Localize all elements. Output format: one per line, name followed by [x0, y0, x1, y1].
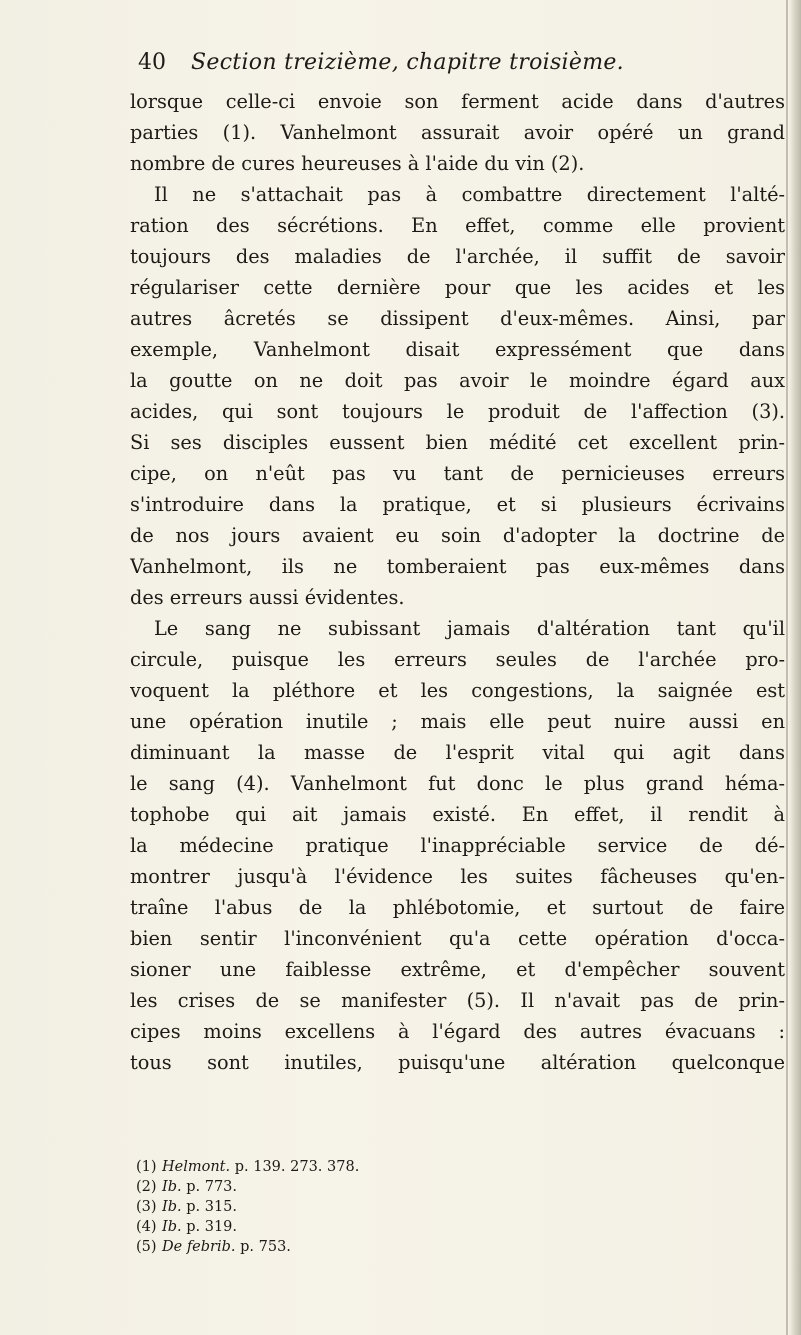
running-head	[138, 50, 624, 75]
text-line: tophobe qui ait jamais existé. En effet, il rendit à	[130, 803, 785, 826]
footnote-source: Helmont.	[162, 1159, 231, 1175]
text-line: diminuant la masse de l'esprit vital qui agit dans	[130, 741, 785, 764]
text-line: régulariser cette dernière pour que les acides et les	[130, 276, 785, 299]
text-line: autres âcretés se dissipent d'eux-mêmes. Ainsi, par	[130, 307, 785, 330]
text-line: exemple, Vanhelmont disait expressément que dans	[130, 338, 785, 361]
footnote-number: (3)	[136, 1199, 157, 1215]
text-line: lorsque celle-ci envoie son ferment acide dans d'autres	[130, 90, 785, 113]
footnote-source: Ib.	[162, 1179, 182, 1195]
text-line: une opération inutile ; mais elle peut nuire aussi en	[130, 710, 785, 733]
footnote	[136, 1217, 536, 1237]
text-line: s'introduire dans la pratique, et si plusieurs écrivains	[130, 493, 785, 516]
text-line: montrer jusqu'à l'évidence les suites fâcheuses qu'en-	[130, 865, 785, 888]
text-line: Il ne s'attachait pas à combattre directement l'alté-	[154, 183, 785, 206]
footnote-source: De febrib.	[162, 1239, 236, 1255]
text-line: toujours des maladies de l'archée, il suffit de savoir	[130, 245, 785, 268]
text-line: sioner une faiblesse extrême, et d'empêcher souvent	[130, 958, 785, 981]
text-line: circule, puisque les erreurs seules de l'archée pro-	[130, 648, 785, 671]
text-line: traîne l'abus de la phlébotomie, et surtout de faire	[130, 896, 785, 919]
text-line: Si ses disciples eussent bien médité cet excellent prin-	[130, 431, 785, 454]
footnote-source: Ib.	[162, 1219, 182, 1235]
footnote	[136, 1177, 536, 1197]
body-text	[130, 86, 785, 1078]
text-line: acides, qui sont toujours le produit de l'affection (3).	[130, 400, 785, 423]
text-line: Le sang ne subissant jamais d'altération tant qu'il	[154, 617, 785, 640]
text-line: des erreurs aussi évidentes.	[130, 586, 405, 609]
page-edge-shadow	[786, 0, 788, 1335]
text-line: cipes moins excellens à l'égard des autres évacuans :	[130, 1020, 785, 1043]
page-number: 40	[138, 50, 166, 75]
text-line: le sang (4). Vanhelmont fut donc le plus grand héma-	[130, 772, 785, 795]
text-line: Vanhelmont, ils ne tomberaient pas eux-mêmes dans	[130, 555, 785, 578]
footnotes	[136, 1157, 536, 1257]
footnote-number: (2)	[136, 1179, 157, 1195]
running-title: Section treizième, chapitre troisième.	[191, 50, 624, 75]
footnote	[136, 1237, 536, 1257]
footnote-reference: p. 139. 273. 378.	[234, 1159, 360, 1175]
text-line: parties (1). Vanhelmont assurait avoir opéré un grand	[130, 121, 785, 144]
footnote-reference: p. 315.	[186, 1199, 238, 1215]
text-line: cipe, on n'eût pas vu tant de pernicieuses erreurs	[130, 462, 785, 485]
text-line: ration des sécrétions. En effet, comme elle provient	[130, 214, 785, 237]
text-line: bien sentir l'inconvénient qu'a cette opération d'occa-	[130, 927, 785, 950]
footnote-source: Ib.	[162, 1199, 182, 1215]
footnote-reference: p. 319.	[186, 1219, 238, 1235]
footnote-number: (5)	[136, 1239, 157, 1255]
text-line: nombre de cures heureuses à l'aide du vin (2).	[130, 152, 585, 175]
footnote	[136, 1157, 536, 1177]
footnote-number: (4)	[136, 1219, 157, 1235]
page-edge	[789, 0, 801, 1335]
footnote	[136, 1197, 536, 1217]
text-line: voquent la pléthore et les congestions, la saignée est	[130, 679, 785, 702]
text-line: la médecine pratique l'inappréciable service de dé-	[130, 834, 785, 857]
footnote-number: (1)	[136, 1159, 157, 1175]
text-line: les crises de se manifester (5). Il n'avait pas de prin-	[130, 989, 785, 1012]
footnote-reference: p. 773.	[186, 1179, 238, 1195]
text-line: de nos jours avaient eu soin d'adopter la doctrine de	[130, 524, 785, 547]
text-line: tous sont inutiles, puisqu'une altération quelconque	[130, 1051, 785, 1074]
footnote-reference: p. 753.	[240, 1239, 291, 1255]
text-line: la goutte on ne doit pas avoir le moindre égard aux	[130, 369, 785, 392]
